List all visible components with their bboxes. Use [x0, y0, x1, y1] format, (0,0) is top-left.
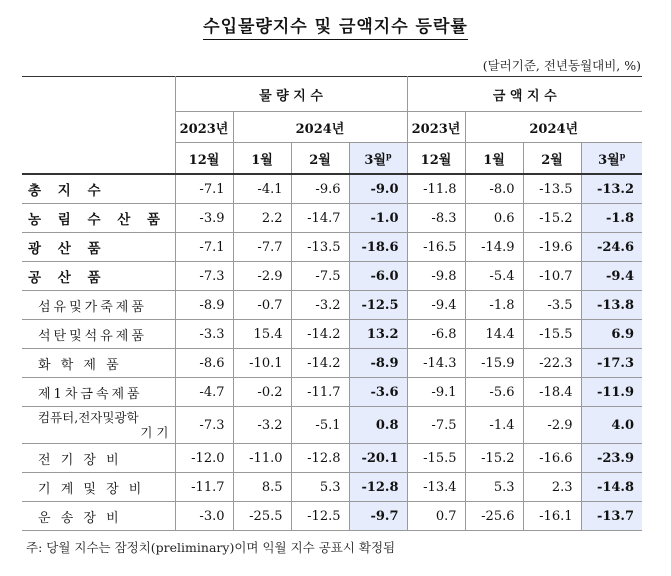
value-cell: -18.6 [349, 233, 407, 262]
value-cell: -5.6 [465, 378, 523, 407]
value-cell: -8.9 [175, 291, 233, 320]
month-2-volume: 2월 [291, 143, 349, 175]
value-cell: -7.1 [175, 174, 233, 204]
value-cell: -0.2 [233, 378, 291, 407]
value-cell: -3.5 [523, 291, 581, 320]
year-2023-value: 2023년 [407, 112, 465, 143]
table-row [22, 233, 642, 262]
value-cell: -14.2 [291, 349, 349, 378]
table-row [22, 320, 642, 349]
import-index-table [22, 76, 642, 531]
value-cell: 2.2 [233, 204, 291, 233]
value-cell: -9.4 [407, 291, 465, 320]
value-cell: -0.7 [233, 291, 291, 320]
table-row [22, 291, 642, 320]
header-volume: 물 량 지 수 [175, 77, 407, 112]
value-cell: -9.0 [349, 174, 407, 204]
value-cell: -10.1 [233, 349, 291, 378]
row-label: 전 기 장 비 [22, 444, 175, 473]
value-cell: -23.9 [581, 444, 642, 473]
value-cell: 8.5 [233, 473, 291, 502]
value-cell: -14.8 [581, 473, 642, 502]
value-cell: -7.3 [175, 262, 233, 291]
value-cell: -15.9 [465, 349, 523, 378]
value-cell: -12.8 [349, 473, 407, 502]
value-cell: -1.8 [581, 204, 642, 233]
value-cell: -5.1 [291, 407, 349, 444]
table-row [22, 407, 642, 444]
value-cell: -18.4 [523, 378, 581, 407]
value-cell: -13.8 [581, 291, 642, 320]
year-2024-volume: 2024년 [233, 112, 407, 143]
value-cell: -15.2 [465, 444, 523, 473]
value-cell: 15.4 [233, 320, 291, 349]
value-cell: -14.7 [291, 204, 349, 233]
value-cell: -3.3 [175, 320, 233, 349]
value-cell: -19.6 [523, 233, 581, 262]
value-cell: -15.2 [523, 204, 581, 233]
value-cell: -9.6 [291, 174, 349, 204]
value-cell: -17.3 [581, 349, 642, 378]
header-group-row [22, 77, 642, 112]
value-cell: -11.0 [233, 444, 291, 473]
unit-note: (달러기준, 전년동월대비, %) [482, 58, 641, 73]
row-label: 제1차금속제품 [22, 378, 175, 407]
table-row [22, 349, 642, 378]
value-cell: -11.7 [291, 378, 349, 407]
value-cell: -25.5 [233, 502, 291, 531]
value-cell: -14.9 [465, 233, 523, 262]
footnote: 주: 당월 지수는 잠정치(preliminary)이며 익월 지수 공표시 확정됨 [26, 540, 396, 555]
value-cell: 5.3 [291, 473, 349, 502]
value-cell: -16.6 [523, 444, 581, 473]
table-row [22, 444, 642, 473]
value-cell: -9.8 [407, 262, 465, 291]
row-label: 석탄및석유제품 [22, 320, 175, 349]
row-label: 농 림 수 산 품 [22, 204, 175, 233]
month-1-value: 1월 [465, 143, 523, 175]
value-cell: -6.8 [407, 320, 465, 349]
value-cell: -8.0 [465, 174, 523, 204]
value-cell: -10.7 [523, 262, 581, 291]
table-row [22, 262, 642, 291]
value-cell: -14.3 [407, 349, 465, 378]
value-cell: 5.3 [465, 473, 523, 502]
value-cell: -25.6 [465, 502, 523, 531]
value-cell: 6.9 [581, 320, 642, 349]
value-cell: -3.2 [233, 407, 291, 444]
value-cell: -9.7 [349, 502, 407, 531]
row-label: 공 산 품 [22, 262, 175, 291]
value-cell: -3.6 [349, 378, 407, 407]
value-cell: 13.2 [349, 320, 407, 349]
table-body [22, 174, 642, 531]
value-cell: -7.5 [291, 262, 349, 291]
value-cell: -7.7 [233, 233, 291, 262]
value-cell: -7.3 [175, 407, 233, 444]
value-cell: -3.9 [175, 204, 233, 233]
row-label: 화 학 제 품 [22, 349, 175, 378]
row-label-line2: 기 기 [140, 425, 169, 440]
value-cell: -1.0 [349, 204, 407, 233]
value-cell: -3.2 [291, 291, 349, 320]
value-cell: -4.7 [175, 378, 233, 407]
month-12-volume: 12월 [175, 143, 233, 175]
row-label: 운 송 장 비 [22, 502, 175, 531]
value-cell: 0.8 [349, 407, 407, 444]
value-cell: -9.4 [581, 262, 642, 291]
value-cell: -6.0 [349, 262, 407, 291]
value-cell: -13.7 [581, 502, 642, 531]
row-label: 섬유및가죽제품 [22, 291, 175, 320]
table-row [22, 473, 642, 502]
value-cell: -12.0 [175, 444, 233, 473]
row-label: 기 계 및 장 비 [22, 473, 175, 502]
table-row [22, 204, 642, 233]
value-cell: -24.6 [581, 233, 642, 262]
value-cell: -15.5 [407, 444, 465, 473]
value-cell: -20.1 [349, 444, 407, 473]
month-12-value: 12월 [407, 143, 465, 175]
value-cell: -4.1 [233, 174, 291, 204]
month-3-value: 3월$^p$ [581, 143, 642, 175]
value-cell: -9.1 [407, 378, 465, 407]
value-cell: -16.5 [407, 233, 465, 262]
value-cell: 2.3 [523, 473, 581, 502]
header-corner [22, 77, 175, 175]
value-cell: -7.5 [407, 407, 465, 444]
value-cell: -1.8 [465, 291, 523, 320]
value-cell: -14.2 [291, 320, 349, 349]
month-3-volume: 3월$^p$ [349, 143, 407, 175]
value-cell: -22.3 [523, 349, 581, 378]
value-cell: -12.8 [291, 444, 349, 473]
value-cell: -8.6 [175, 349, 233, 378]
value-cell: -11.8 [407, 174, 465, 204]
header-value: 금 액 지 수 [407, 77, 642, 112]
value-cell: -8.9 [349, 349, 407, 378]
value-cell: -7.1 [175, 233, 233, 262]
row-label-line1: 컴퓨터,전자및광학 [38, 410, 139, 425]
value-cell: -2.9 [233, 262, 291, 291]
value-cell: -3.0 [175, 502, 233, 531]
month-1-volume: 1월 [233, 143, 291, 175]
value-cell: -11.7 [175, 473, 233, 502]
value-cell: -12.5 [349, 291, 407, 320]
row-label: 광 산 품 [22, 233, 175, 262]
value-cell: -2.9 [523, 407, 581, 444]
month-2-value: 2월 [523, 143, 581, 175]
value-cell: 4.0 [581, 407, 642, 444]
value-cell: -13.4 [407, 473, 465, 502]
value-cell: -13.5 [291, 233, 349, 262]
value-cell: -5.4 [465, 262, 523, 291]
value-cell: 0.7 [407, 502, 465, 531]
value-cell: -15.5 [523, 320, 581, 349]
row-label [22, 407, 175, 444]
value-cell: -16.1 [523, 502, 581, 531]
value-cell: -13.5 [523, 174, 581, 204]
value-cell: -12.5 [291, 502, 349, 531]
table-title: 수입물량지수 및 금액지수 등락률 [0, 12, 671, 37]
value-cell: -1.4 [465, 407, 523, 444]
table-row [22, 378, 642, 407]
row-label: 총 지 수 [22, 174, 175, 204]
value-cell: 14.4 [465, 320, 523, 349]
table-row [22, 502, 642, 531]
value-cell: -13.2 [581, 174, 642, 204]
table-row [22, 174, 642, 204]
value-cell: -11.9 [581, 378, 642, 407]
value-cell: -8.3 [407, 204, 465, 233]
value-cell: 0.6 [465, 204, 523, 233]
year-2023-volume: 2023년 [175, 112, 233, 143]
year-2024-value: 2024년 [465, 112, 642, 143]
